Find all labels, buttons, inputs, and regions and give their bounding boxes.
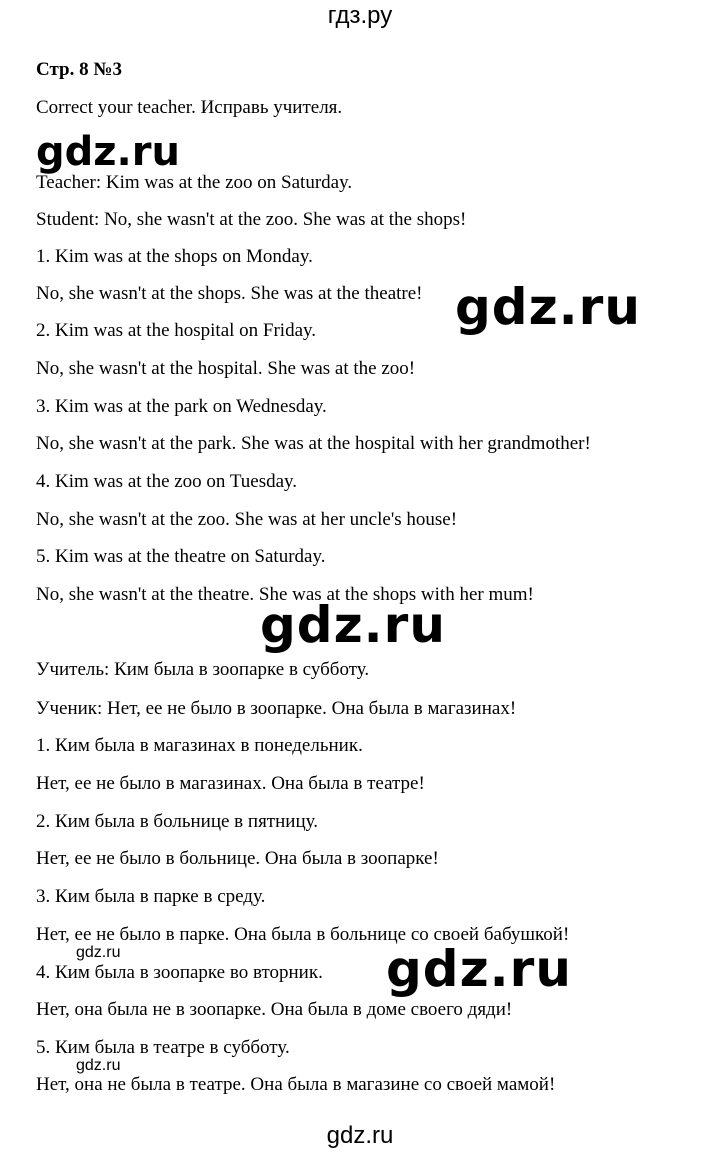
russian-line: 1. Ким была в магазинах в понедельник. [36,735,363,756]
english-line: Student: No, she wasn't at the zoo. She was at the shops! [36,209,467,230]
site-header: гдз.ру [327,2,393,29]
watermark: gdz.ru [36,129,180,175]
english-line: 4. Kim was at the zoo on Tuesday. [36,471,298,492]
russian-line: 4. Ким была в зоопарке во вторник. [36,962,323,983]
watermark: gdz.ru [386,940,572,998]
page-title: Стр. 8 №3 [36,59,122,80]
russian-line: Нет, она была не в зоопарке. Она была в доме своего дяди! [36,999,513,1020]
watermark: gdz.ru [260,596,446,654]
russian-line: Нет, ее не было в больнице. Она была в зоопарке! [36,848,439,869]
russian-line: Нет, ее не было в парке. Она была в больнице со своей бабушкой! [36,924,570,945]
english-line: No, she wasn't at the theatre. She was at the shops with her mum! [36,584,534,605]
russian-line: Учитель: Ким была в зоопарке в субботу. [36,659,370,680]
watermark: gdz.ru [455,278,641,336]
english-line: No, she wasn't at the shops. She was at the theatre! [36,283,423,304]
instruction: Correct your teacher. Исправь учителя. [36,97,343,118]
russian-line: 5. Ким была в театре в субботу. [36,1037,290,1058]
english-line: Teacher: Kim was at the zoo on Saturday. [36,172,353,193]
site-footer: gdz.ru [326,1122,394,1149]
russian-line: 2. Ким была в больнице в пятницу. [36,811,318,832]
english-line: No, she wasn't at the hospital. She was at the zoo! [36,358,416,379]
watermark: gdz.ru [76,1057,121,1074]
watermark: gdz.ru [76,944,121,961]
russian-line: Нет, ее не было в магазинах. Она была в театре! [36,773,425,794]
english-line: 5. Kim was at the theatre on Saturday. [36,546,326,567]
english-line: No, she wasn't at the zoo. She was at her uncle's house! [36,509,458,530]
english-line: 3. Kim was at the park on Wednesday. [36,396,327,417]
english-line: 2. Kim was at the hospital on Friday. [36,320,317,341]
russian-line: Нет, она не была в театре. Она была в магазине со своей мамой! [36,1074,556,1095]
russian-line: 3. Ким была в парке в среду. [36,886,266,907]
english-line: 1. Kim was at the shops on Monday. [36,246,313,267]
russian-line: Ученик: Нет, ее не было в зоопарке. Она была в магазинах! [36,698,517,719]
english-line: No, she wasn't at the park. She was at the hospital with her grandmother! [36,433,591,454]
